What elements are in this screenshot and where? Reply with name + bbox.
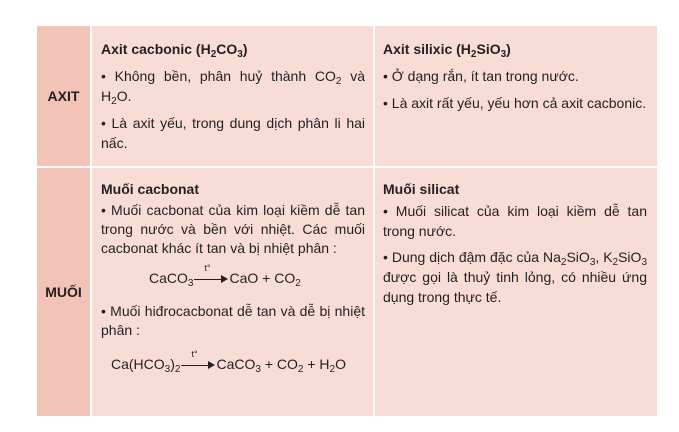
carbonic-acid-bullet-1: • Không bền, phân huỷ thành $CO_2$ và $H_2O$. xyxy=(101,68,365,107)
silicic-acid-title: Axit silixic $(H_2SiO_3)$ xyxy=(383,41,511,60)
carbonate-title: Muối cacbonat xyxy=(101,181,200,197)
carbonate-equation: CaCO$_3$ t° CaO + $CO_2$ xyxy=(149,263,301,289)
row-label-muoi: MUỐI xyxy=(45,284,82,300)
silicate-title: Muối silicat xyxy=(383,181,460,197)
cell-carbonate-salt xyxy=(101,179,365,374)
cell-silicate-salt xyxy=(383,179,647,314)
cell-carbonic-acid xyxy=(101,39,365,153)
silicic-acid-bullet-1: • Ở dạng rắn, ít tan trong nước. xyxy=(383,68,579,84)
carbonic-acid-title: Axit cacbonic $(H_2CO_3)$ xyxy=(101,41,248,60)
silicic-acid-bullet-2: • Là axit rất yếu, yếu hơn cả axit cacbonic. xyxy=(383,95,647,111)
cell-silicic-acid xyxy=(383,39,647,113)
carbonate-bullet-1: • Muối cacbonat của kim loại kiềm dễ tan trong nước và bền với nhiệt. Các muối cacbonat khác ít tan và bị nhiệt phân : xyxy=(101,202,365,256)
reaction-arrow-icon: t° xyxy=(181,359,215,371)
row-divider xyxy=(37,166,657,168)
row-label-axit: AXIT xyxy=(47,88,80,104)
column-divider xyxy=(373,26,375,416)
row-header-axit xyxy=(37,26,90,166)
carbonate-bullet-2: • Muối hiđrocacbonat dễ tan và dễ bị nhiệt phân : xyxy=(101,303,365,338)
silicate-bullet-2: • Dung dịch đậm đặc của $Na_2SiO_3$, $K_2SiO_3$ được gọi là thuỷ tinh lỏng, có nhiều ứng dụng trong thực tế. xyxy=(383,249,647,305)
column-divider xyxy=(90,26,92,416)
acid-salt-table xyxy=(37,26,657,416)
row-header-muoi xyxy=(37,168,90,416)
silicate-bullet-1: • Muối silicat của kim loại kiềm dễ tan trong nước. xyxy=(383,203,647,239)
bicarbonate-equation: $Ca(HCO_3)_2$ t° CaCO$_3$ + $CO_2 + H_2O$ xyxy=(111,349,346,375)
reaction-arrow-icon: t° xyxy=(194,273,228,285)
carbonic-acid-bullet-2: • Là axit yếu, trong dung dịch phân li hai nấc. xyxy=(101,115,365,151)
